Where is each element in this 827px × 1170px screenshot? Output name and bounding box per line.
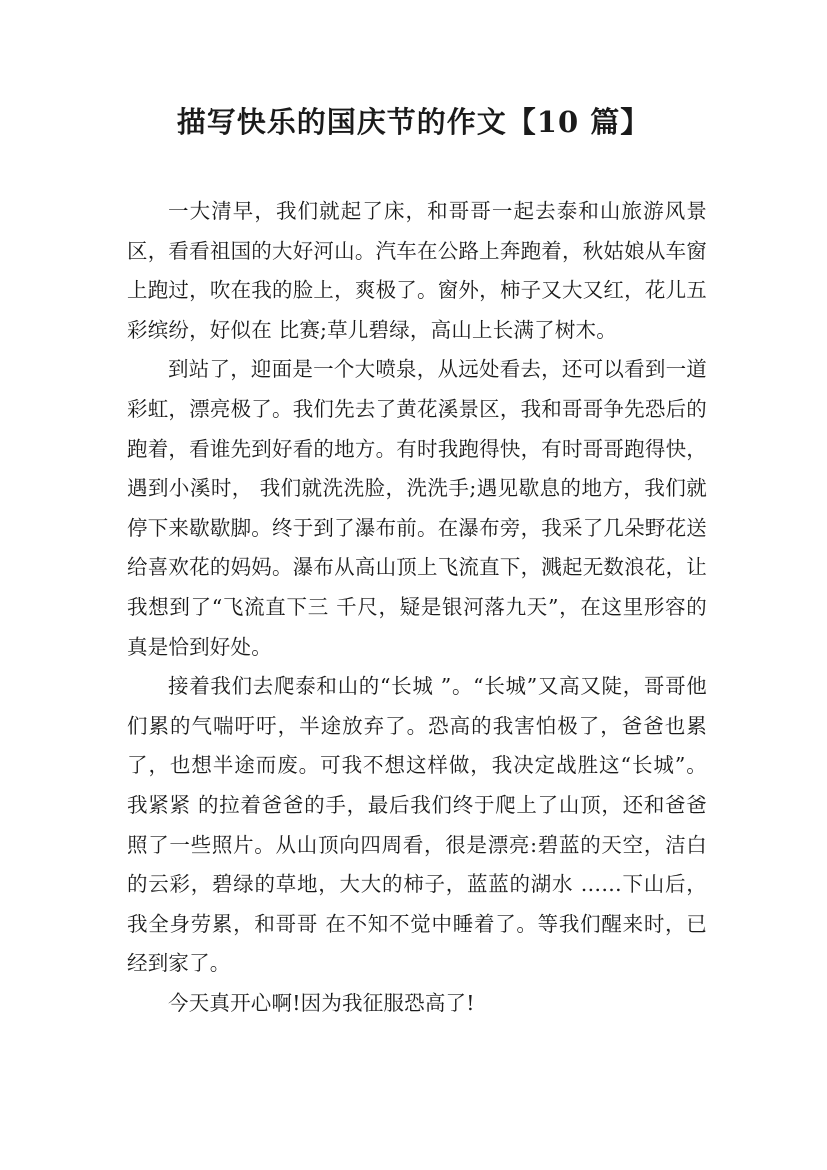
document-body xyxy=(127,192,707,1023)
paragraph-1: 一大清早，我们就起了床，和哥哥一起去泰和山旅游风景区，看看祖国的大好河山。汽车在公路上奔跑着，秋姑娘从车窗上跑过，吹在我的脸上，爽极了。窗外，柿子又大又红，花儿五彩缤纷，好似在 比赛;草儿碧绿，高山上长满了树木。 xyxy=(127,199,707,342)
paragraph-2: 到站了，迎面是一个大喷泉，从远处看去，还可以看到一道彩虹，漂亮极了。我们先去了黄花溪景区，我和哥哥争先恐后的跑着，看谁先到好看的地方。有时我跑得快，有时哥哥跑得快，遇到小溪时， 我们就洗洗脸，洗洗手;遇见歇息的地方，我们就停下来歇歇脚。终于到了瀑布前。在瀑布旁，我采了几朵野花送给喜欢花的妈妈。瀑布从高山顶上飞流直下，溅起无数浪花，让我想到了“飞流直下三 千尺，疑是银河落九天”，在这里形容的真是恰到好处。 xyxy=(127,357,707,659)
document-title: 描写快乐的国庆节的作文【10 篇】 xyxy=(176,105,651,139)
paragraph-3: 接着我们去爬泰和山的“长城 ”。“长城”又高又陡，哥哥他们累的气喘吁吁，半途放弃了。恐高的我害怕极了，爸爸也累了，也想半途而废。可我不想这样做，我决定战胜这“长城”。我紧紧 的拉着爸爸的手，最后我们终于爬上了山顶，还和爸爸照了一些照片。从山顶向四周看，很是漂亮:碧蓝的天空，洁白的云彩，碧绿的草地，大大的柿子，蓝蓝的湖水 ……下山后，我全身劳累，和哥哥 在不知不觉中睡着了。等我们醒来时，已经到家了。 xyxy=(127,674,707,976)
paragraph-4: 今天真开心啊!因为我征服恐高了! xyxy=(168,990,475,1015)
